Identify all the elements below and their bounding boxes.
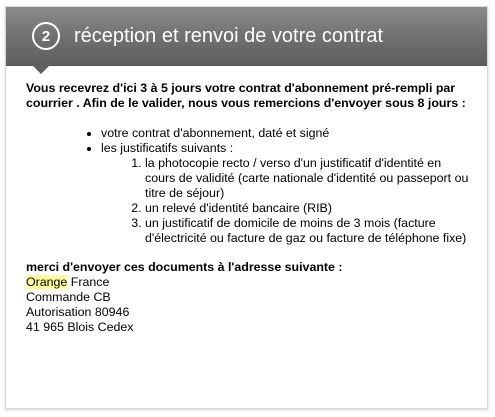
address-country: France (67, 275, 110, 289)
step-header (6, 7, 487, 66)
list-item-justifs (101, 141, 471, 246)
address-line-2: Commande CB (26, 290, 111, 304)
justifs-label: les justificatifs suivants : (101, 141, 234, 155)
address-title: merci d'envoyer ces documents à l'adresse suivante : (26, 260, 343, 274)
step-content (6, 66, 487, 335)
header-pointer (32, 65, 50, 74)
step-number-badge: 2 (32, 22, 60, 50)
step-card (5, 6, 488, 409)
documents-list (26, 126, 471, 246)
address-line-1 (26, 275, 471, 290)
brand-name-highlight: Orange (26, 275, 68, 289)
step-title: réception et renvoi de votre contrat (74, 24, 384, 47)
list-item: 2. un relevé d'identité bancaire (RIB) (145, 201, 471, 216)
address-line-4: 41 965 Blois Cedex (26, 320, 134, 334)
address-line-3: Autorisation 80946 (26, 305, 130, 319)
justifs-list (101, 156, 471, 246)
intro-text: Vous recevrez d'ici 3 à 5 jours votre contrat d'abonnement pré-rempli par courrier . Afin de le valider, nous vous remercions d'envoyer sous 8 jours : (26, 81, 466, 110)
list-item: 3. un justificatif de domicile de moins de 3 mois (facture d'électricité ou facture de gaz ou facture de téléphone fixe) (145, 216, 471, 246)
list-item-contract: • votre contrat d'abonnement, daté et signé (101, 126, 471, 141)
list-item: 1. la photocopie recto / verso d'un justificatif d'identité en cours de validité (carte nationale d'identité ou passeport ou titre de séjour) (145, 156, 471, 201)
